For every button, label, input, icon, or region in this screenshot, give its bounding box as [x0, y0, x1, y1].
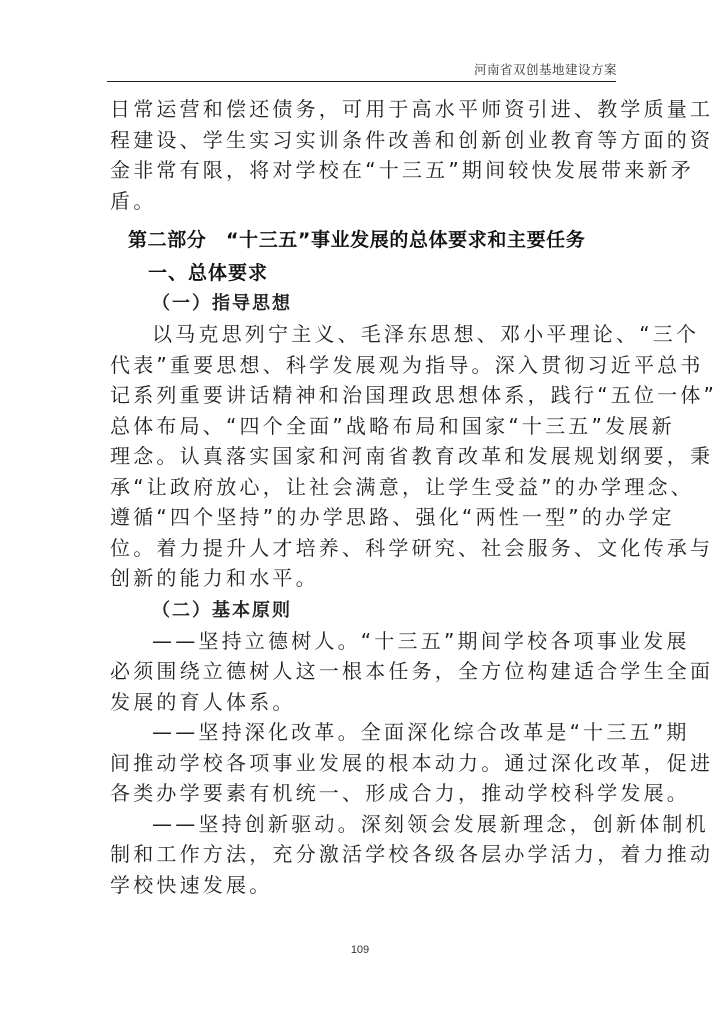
subsection-heading-guiding-ideology: （一）指导思想: [152, 293, 292, 314]
text-line: 创新的能力和水平。: [110, 566, 319, 590]
guiding-ideology-paragraph: [110, 319, 718, 594]
text-line: 位。着力提升人才培养、科学研究、社会服务、文化传承与: [110, 535, 714, 560]
text-line: 以马克思列宁主义、毛泽东思想、邓小平理论、“三个: [152, 322, 700, 346]
page-number: 109: [350, 944, 370, 956]
section-heading: 一、总体要求: [148, 262, 269, 284]
text-line: 发展的育人体系。: [110, 689, 296, 714]
subsection-heading-basic-principles: （二）基本原则: [152, 599, 292, 621]
text-line: 程建设、学生实习实训条件改善和创新创业教育等方面的资: [110, 127, 714, 152]
text-line: 制和工作方法，充分激活学校各级各层办学活力，着力推动: [110, 842, 714, 866]
document-body: [110, 94, 718, 900]
intro-paragraph: [110, 94, 714, 216]
text-line: ——坚持创新驱动。深刻领会发展新理念，创新体制机: [152, 811, 709, 836]
text-line: 盾。: [110, 188, 157, 213]
text-line: 各类办学要素有机统一、形成合力，推动学校科学发展。: [110, 781, 690, 805]
text-line: 金非常有限，将对学校在“十三五”期间较快发展带来新矛: [110, 158, 694, 182]
text-line: 日常运营和偿还债务，可用于高水平师资引进、教学质量工: [110, 97, 714, 121]
text-line: 遵循“四个坚持”的办学思路、强化“两性一型”的办学定: [110, 505, 675, 529]
text-line: 学校快速发展。: [110, 872, 273, 897]
text-line: 间推动学校各项事业发展的根本动力。通过深化改革，促进: [110, 750, 714, 775]
text-line: ——坚持立德树人。“十三五”期间学校各项事业发展: [152, 628, 690, 653]
principle-paragraph-moral-education: [110, 626, 714, 718]
text-line: 总体布局、“四个全面”战略布局和国家“十三五”发展新: [110, 413, 675, 438]
text-line: 必须围绕立德树人这一根本任务，全方位构建适合学生全面: [110, 659, 714, 683]
part-heading: 第二部分 “十三五”事业发展的总体要求和主要任务: [128, 229, 586, 251]
header-rule: [107, 81, 616, 82]
principle-paragraph-innovation-driven: [110, 809, 714, 901]
text-line: ——坚持深化改革。全面深化综合改革是“十三五”期: [152, 720, 690, 744]
text-line: 理念。认真落实国家和河南省教育改革和发展规划纲要，秉: [110, 444, 714, 468]
principle-paragraph-deepen-reform: [110, 717, 714, 809]
text-line: 记系列重要讲话精神和治国理政思想体系，践行“五位一体”: [110, 383, 718, 407]
text-line: 承“让政府放心，让社会满意，让学生受益”的办学理念、: [110, 474, 694, 499]
running-header-title: 河南省双创基地建设方案: [473, 62, 617, 77]
text-line: 代表”重要思想、科学发展观为指导。深入贯彻习近平总书: [110, 352, 704, 377]
